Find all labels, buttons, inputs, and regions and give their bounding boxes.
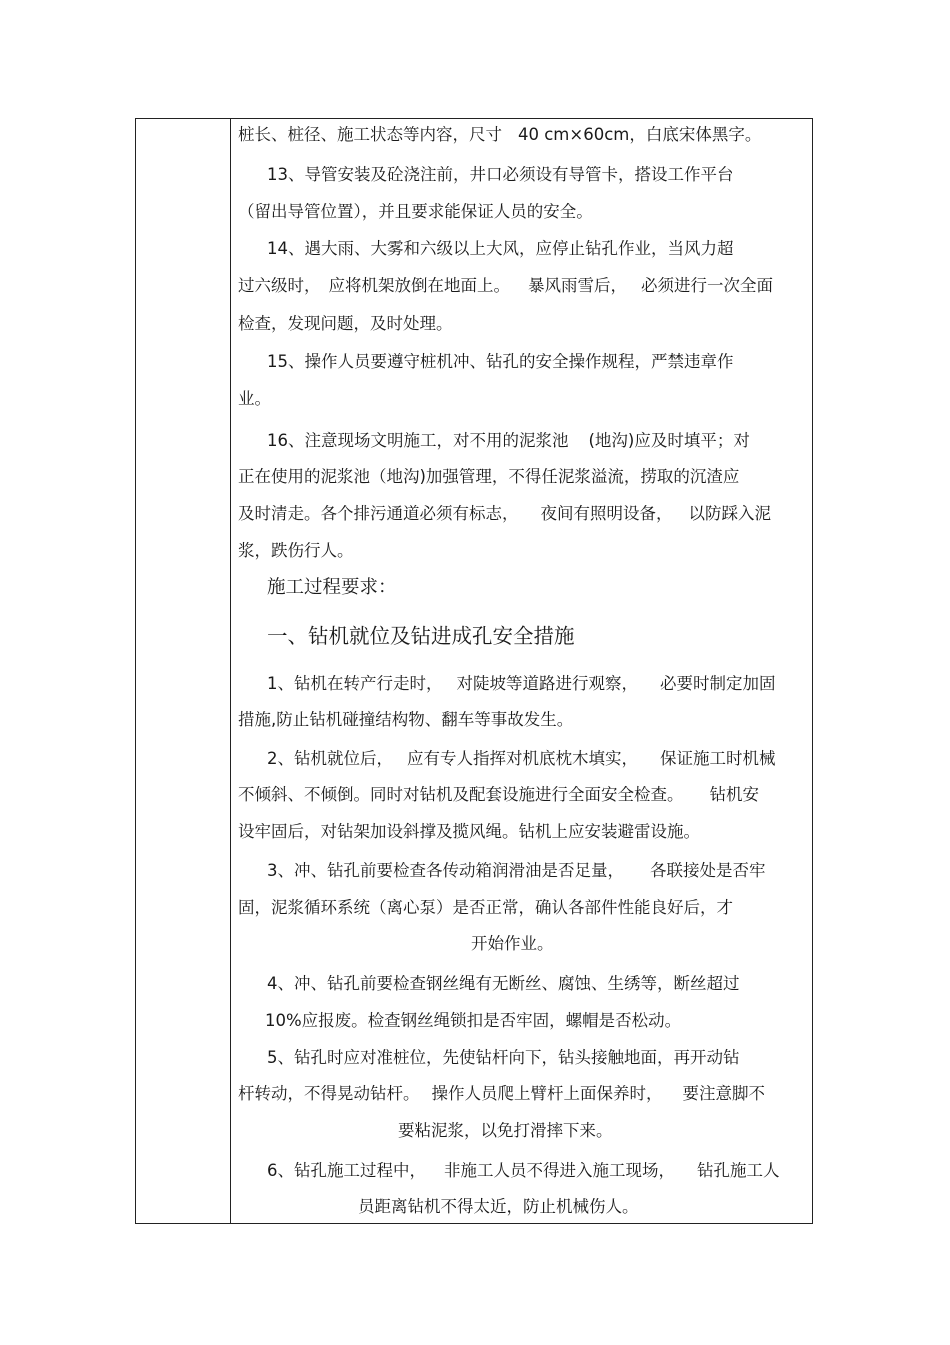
text-segment: 检查，发现问题，及时处理。 <box>238 314 453 333</box>
list-item-line <box>267 974 740 994</box>
list-item-line <box>238 710 573 730</box>
text-segment: 措施,防止钻机碰撞结构物、翻车等事故发生。 <box>238 710 574 729</box>
list-item-line <box>398 1121 613 1141</box>
text-segment: 要注意脚不 <box>682 1084 765 1103</box>
list-item-line <box>238 1084 765 1104</box>
text-segment: 非施工人员不得进入施工现场， <box>444 1161 675 1180</box>
text-segment: 15、操作人员要遵守桩机冲、钻孔的安全操作规程，严禁违章作 <box>267 352 734 371</box>
text-segment: 14、遇大雨、大雾和六级以上大风，应停止钻孔作业，当风力超 <box>267 239 734 258</box>
paragraph-line <box>238 389 271 409</box>
text-segment: 5、钻孔时应对准桩位，先使钻杆向下，钻头接触地面，再开动钻 <box>267 1048 740 1067</box>
text-segment: 13、导管安装及砼浇注前，井口必须设有导管卡，搭设工作平台 <box>267 165 734 184</box>
text-segment: 设牢固后，对钻架加设斜撑及揽风绳。钻机上应安装避雷设施。 <box>238 822 700 841</box>
text-segment: 操作人员爬上臂杆上面保养时， <box>431 1084 663 1103</box>
section-heading: 一、钻机就位及钻进成孔安全措施 <box>267 624 575 648</box>
paragraph-line <box>238 541 354 561</box>
paragraph-line <box>238 276 773 296</box>
text-segment: 10%应报废。检查钢丝绳锁扣是否牢固，螺帽是否松动。 <box>265 1011 682 1030</box>
list-item-line <box>238 822 700 842</box>
list-item-line <box>267 861 766 881</box>
text-segment: 不倾斜、不倾倒。同时对钻机及配套设施进行全面安全检查。 <box>238 785 684 804</box>
text-segment: 应将机架放倒在地面上。 <box>328 276 510 295</box>
paragraph-line <box>238 504 771 524</box>
text-segment: 1、钻机在转产行走时， <box>267 674 443 693</box>
text-segment: 必须进行一次全面 <box>641 276 773 295</box>
text-segment: 40 cm×60cm，白底宋体黑字。 <box>518 125 762 144</box>
text-segment: 要粘泥浆，以免打滑摔下来。 <box>398 1121 613 1140</box>
list-item-line <box>265 1011 681 1031</box>
text-segment: 员距离钻机不得太近，防止机械伤人。 <box>358 1197 639 1216</box>
text-segment: 杆转动，不得晃动钻杆。 <box>238 1084 420 1103</box>
section-title: 施工过程要求： <box>267 577 397 598</box>
list-item-line <box>267 1048 740 1068</box>
text-segment: 6、钻孔施工过程中， <box>267 1161 426 1180</box>
text-segment: 及时清走。各个排污通道必须有标志， <box>238 504 519 523</box>
list-item-line <box>471 934 554 954</box>
text-segment: 保证施工时机械 <box>660 749 776 768</box>
paragraph-line <box>238 467 739 487</box>
text-segment: 3、冲、钻孔前要检查各传动箱润滑油是否足量， <box>267 861 624 880</box>
text-segment: 业。 <box>238 389 271 408</box>
text-segment: 对陡坡等道路进行观察， <box>456 674 638 693</box>
text-segment: 夜间有照明设备， <box>540 504 673 523</box>
table-left-column <box>136 119 231 1223</box>
paragraph-line <box>267 352 734 372</box>
paragraph-line <box>238 314 453 334</box>
text-segment: 必要时制定加固 <box>660 674 776 693</box>
text-segment: 暴风雨雪后， <box>528 276 627 295</box>
text-segment: 桩长、桩径、施工状态等内容，尺寸 <box>238 125 502 144</box>
list-item-line <box>238 898 733 918</box>
text-segment: 各联接处是否牢 <box>650 861 766 880</box>
text-segment: 固，泥浆循环系统（离心泵）是否正常，确认各部件性能良好后，才 <box>238 898 733 917</box>
text-segment: 4、冲、钻孔前要检查钢丝绳有无断丝、腐蚀、生绣等，断丝超过 <box>267 974 740 993</box>
list-item-line <box>238 785 759 805</box>
paragraph-line <box>267 239 734 259</box>
list-item-line <box>358 1197 639 1217</box>
text-segment: （留出导管位置），并且要求能保证人员的安全。 <box>238 202 593 221</box>
text-segment: (地沟)应及时填平；对 <box>588 431 750 450</box>
list-item-line <box>267 1161 780 1181</box>
text-segment: 2、钻机就位后， <box>267 749 393 768</box>
list-item-line <box>267 674 776 694</box>
paragraph-line <box>267 431 750 451</box>
text-segment: 应有专人指挥对机底枕木填实， <box>407 749 638 768</box>
paragraph-line <box>238 125 761 145</box>
paragraph-line <box>267 165 734 185</box>
text-segment: 钻机安 <box>709 785 759 804</box>
paragraph-line <box>238 202 593 222</box>
text-segment: 开始作业。 <box>471 934 554 953</box>
text-segment: 正在使用的泥浆池（地沟)加强管理，不得任泥浆溢流，捞取的沉渣应 <box>238 467 740 486</box>
list-item-line <box>267 749 776 769</box>
text-segment: 16、注意现场文明施工，对不用的泥浆池 <box>267 431 569 450</box>
text-segment: 过六级时， <box>238 276 321 295</box>
text-segment: 钻孔施工人 <box>697 1161 780 1180</box>
text-segment: 浆，跌伤行人。 <box>238 541 354 560</box>
text-segment: 以防踩入泥 <box>688 504 771 523</box>
